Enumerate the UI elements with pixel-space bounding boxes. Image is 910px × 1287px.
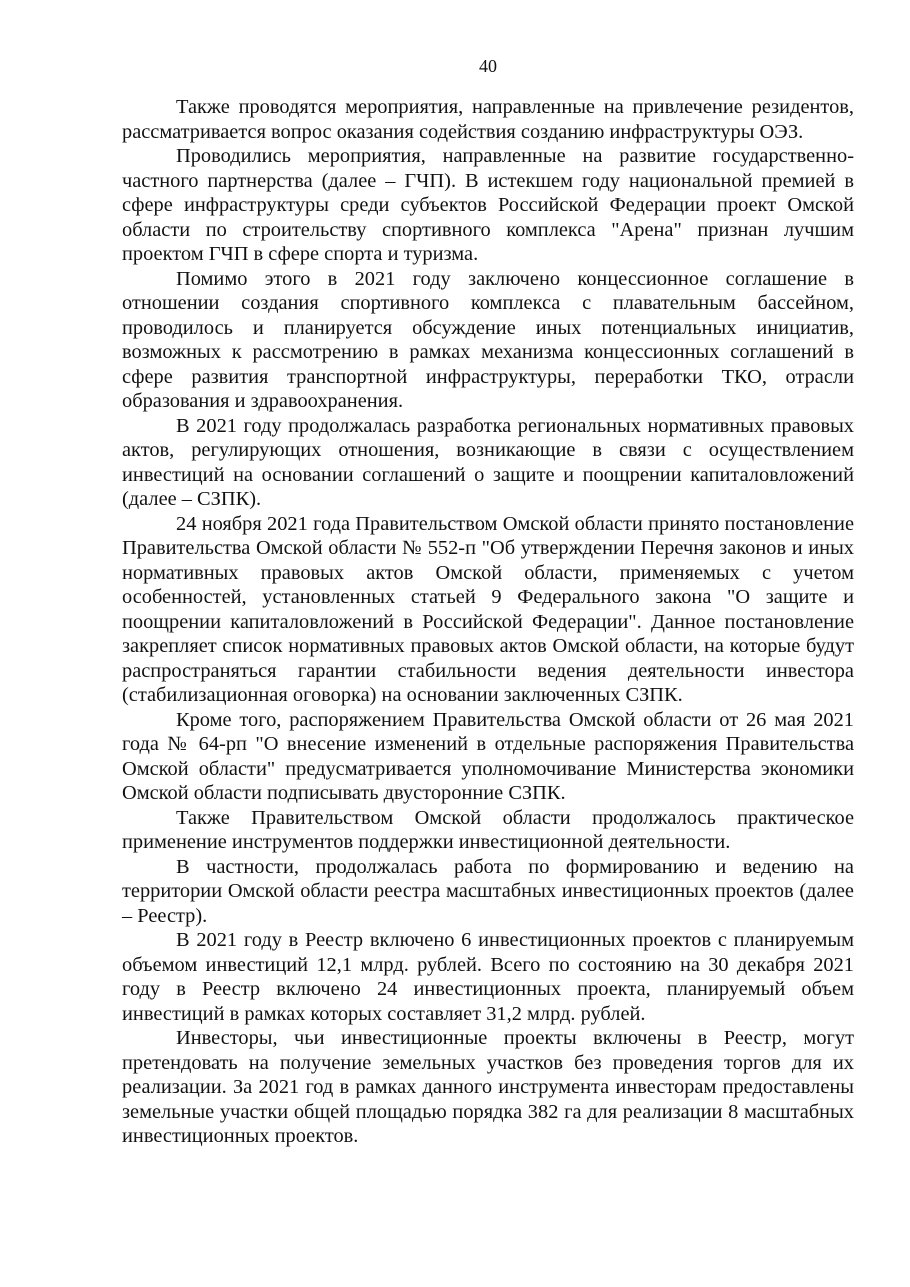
paragraph-public-private-partnership: Проводились мероприятия, направленные на развитие государственно-частного партнерства (далее – ГЧП). В истекшем году национальной премией в сфере инфраструктуры среди субъектов Российской Федерации проект Омской области по строительству спортивного комплекса "Арена" признан лучшим проектом ГЧП в сфере спорта и туризма. bbox=[122, 145, 854, 265]
paragraph-land-plots: Инвесторы, чьи инвестиционные проекты включены в Реестр, могут претендовать на получение земельных участков без проведения торгов для их реализации. За 2021 год в рамках данного инструмента инвесторам предоставлены земельные участки общей площадью порядка 382 га для реализации 8 масштабных инвестиционных проектов. bbox=[122, 1027, 854, 1147]
paragraph-register-statistics: В 2021 году в Реестр включено 6 инвестиционных проектов с планируемым объемом инвестиций 12,1 млрд. рублей. Всего по состоянию на 30 декабря 2021 году в Реестр включено 24 инвестиционных проекта, планируемый объем инвестиций в рамках которых составляет 31,2 млрд. рублей. bbox=[122, 929, 854, 1025]
paragraph-investment-support-tools: Также Правительством Омской области продолжалось практическое применение инструментов поддержки инвестиционной деятельности. bbox=[122, 806, 854, 853]
paragraph-oez-residents: Также проводятся мероприятия, направленные на привлечение резидентов, рассматривается вопрос оказания содействия созданию инфраструктуры ОЭЗ. bbox=[122, 96, 854, 143]
paragraph-government-resolution: 24 ноября 2021 года Правительством Омской области принято постановление Правительства Омской области № 552-п "Об утверждении Перечня законов и иных нормативных правовых актов Омской области, применяемых с учетом особенностей, установленных статьей 9 Федерального закона "О защите и поощрении капиталовложений в Российской Федерации". Данное постановление закрепляет список нормативных правовых актов Омской области, на которые будут распространяться гарантии стабильности ведения деятельности инвестора (стабилизационная оговорка) на основании заключенных СЗПК. bbox=[122, 512, 854, 706]
paragraph-large-projects-register: В частности, продолжалась работа по формированию и ведению на территории Омской области реестра масштабных инвестиционных проектов (далее – Реестр). bbox=[122, 855, 854, 927]
document-body bbox=[122, 95, 854, 1149]
paragraph-regional-regulations: В 2021 году продолжалась разработка региональных нормативных правовых актов, регулирующих отношения, возникающие в связи с осуществлением инвестиций на основании соглашений о защите и поощрении капиталовложений (далее – СЗПК). bbox=[122, 414, 854, 510]
paragraph-ministry-authorization: Кроме того, распоряжением Правительства Омской области от 26 мая 2021 года № 64-рп "О внесение изменений в отдельные распоряжения Правительства Омской области" предусматривается уполномочивание Министерства экономики Омской области подписывать двусторонние СЗПК. bbox=[122, 708, 854, 804]
paragraph-concession-agreement: Помимо этого в 2021 году заключено концессионное соглашение в отношении создания спортивного комплекса с плавательным бассейном, проводилось и планируется обсуждение иных потенциальных инициатив, возможных к рассмотрению в рамках механизма концессионных соглашений в сфере развития транспортной инфраструктуры, переработки ТКО, отрасли образования и здравоохранения. bbox=[122, 267, 854, 412]
page-number: 40 bbox=[479, 56, 497, 76]
